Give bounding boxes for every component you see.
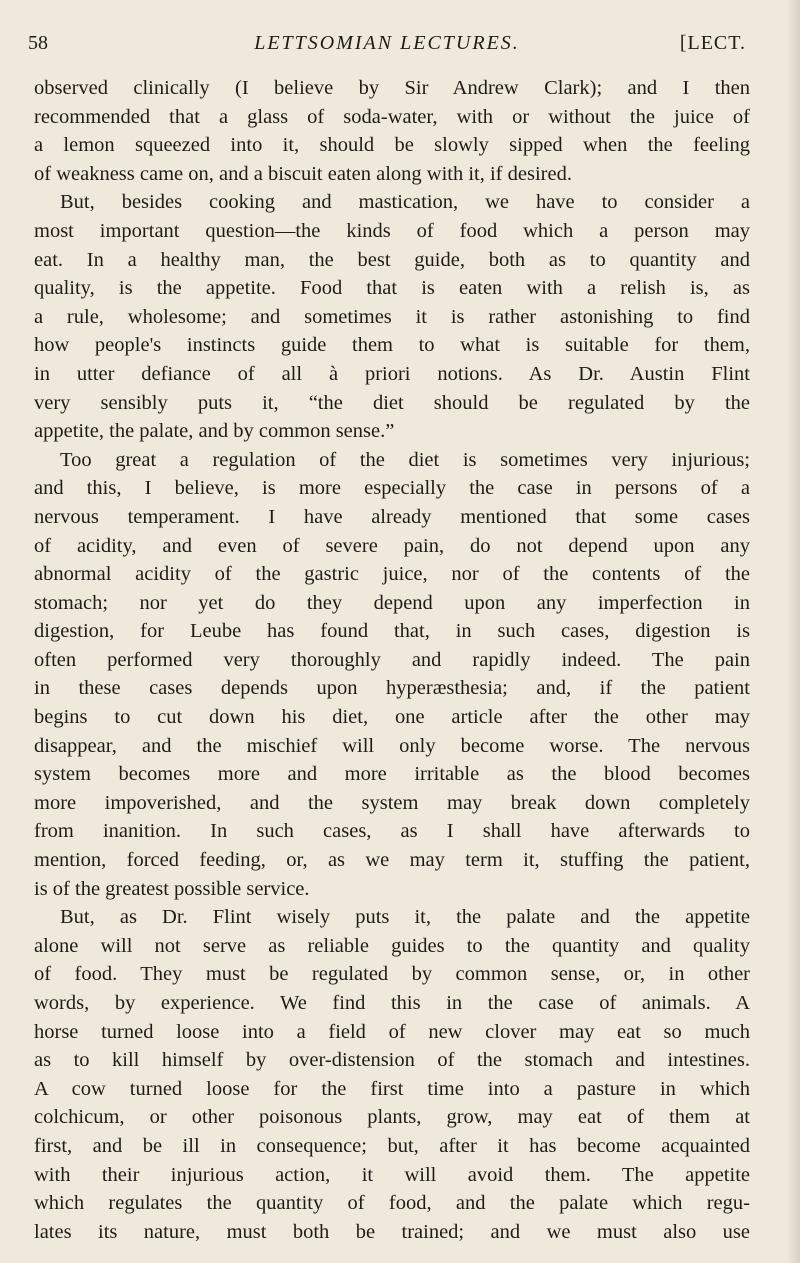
text-line: nervous temperament. I have already mentioned that some cases: [34, 505, 750, 528]
text-line: how people's instincts guide them to what is suitable for them,: [34, 334, 750, 357]
running-head: [28, 28, 746, 58]
text-line: first, and be ill in consequence; but, after it has become acquainted: [34, 1134, 750, 1157]
page-number: 58: [28, 32, 48, 54]
text-line: a lemon squeezed into it, should be slowly sipped when the feeling: [34, 134, 750, 157]
text-line: lates its nature, must both be trained; and we must also use: [34, 1220, 750, 1243]
text-line: observed clinically (I believe by Sir Andrew Clark); and I then: [34, 77, 750, 99]
text-line: mention, forced feeding, or, as we may term it, stuffing the patient,: [34, 849, 750, 872]
section-mark: [LECT.: [679, 32, 746, 54]
text-line: eat. In a healthy man, the best guide, both as to quantity and: [34, 248, 750, 271]
text-line: appetite, the palate, and by common sense.”: [34, 420, 395, 443]
text-line: most important question—the kinds of food which a person may: [34, 219, 750, 242]
text-line: of weakness came on, and a biscuit eaten along with it, if desired.: [34, 162, 572, 185]
page-edge-shadow: [786, 0, 800, 1263]
text-line: is of the greatest possible service.: [34, 877, 310, 900]
text-line: horse turned loose into a field of new clover may eat so much: [34, 1020, 750, 1043]
text-line: more impoverished, and the system may break down completely: [34, 791, 750, 814]
text-line: digestion, for Leube has found that, in such cases, digestion is: [34, 620, 750, 643]
text-line: But, besides cooking and mastication, we have to consider a: [60, 191, 750, 214]
text-line: in utter defiance of all à priori notions. As Dr. Austin Flint: [34, 362, 750, 385]
text-line: very sensibly puts it, “the diet should be regulated by the: [34, 391, 750, 414]
text-line: begins to cut down his diet, one article after the other may: [34, 706, 750, 729]
text-line: often performed very thoroughly and rapidly indeed. The pain: [34, 648, 750, 671]
text-line: as to kill himself by over-distension of the stomach and intestines.: [34, 1049, 750, 1072]
running-title: LETTSOMIAN LECTURES.: [254, 32, 520, 54]
text-line: system becomes more and more irritable as the blood becomes: [34, 763, 750, 786]
text-line: of food. They must be regulated by common sense, or, in other: [34, 963, 750, 986]
text-line: But, as Dr. Flint wisely puts it, the palate and the appetite: [60, 906, 750, 929]
text-line: which regulates the quantity of food, and the palate which regu-: [34, 1192, 750, 1215]
text-line: recommended that a glass of soda-water, with or without the juice of: [34, 105, 750, 128]
text-line: stomach; nor yet do they depend upon any imperfection in: [34, 591, 750, 614]
text-line: and this, I believe, is more especially the case in persons of a: [34, 477, 750, 500]
text-line: in these cases depends upon hyperæsthesia; and, if the patient: [34, 677, 750, 700]
text-line: of acidity, and even of severe pain, do not depend upon any: [34, 534, 750, 557]
text-line: disappear, and the mischief will only become worse. The nervous: [34, 734, 750, 757]
text-line: A cow turned loose for the first time into a pasture in which: [34, 1077, 750, 1100]
text-line: alone will not serve as reliable guides to the quantity and quality: [34, 934, 750, 957]
text-line: colchicum, or other poisonous plants, grow, may eat of them at: [34, 1106, 750, 1129]
body-text: [34, 74, 750, 1246]
text-line: Too great a regulation of the diet is sometimes very injurious;: [60, 448, 750, 471]
text-line: words, by experience. We find this in the case of animals. A: [34, 992, 750, 1014]
text-line: quality, is the appetite. Food that is eaten with a relish is, as: [34, 277, 750, 300]
text-line: a rule, wholesome; and sometimes it is rather astonishing to find: [34, 305, 750, 328]
text-line: from inanition. In such cases, as I shall have afterwards to: [34, 820, 750, 843]
text-line: abnormal acidity of the gastric juice, nor of the contents of the: [34, 563, 750, 586]
text-line: with their injurious action, it will avoid them. The appetite: [34, 1163, 750, 1186]
